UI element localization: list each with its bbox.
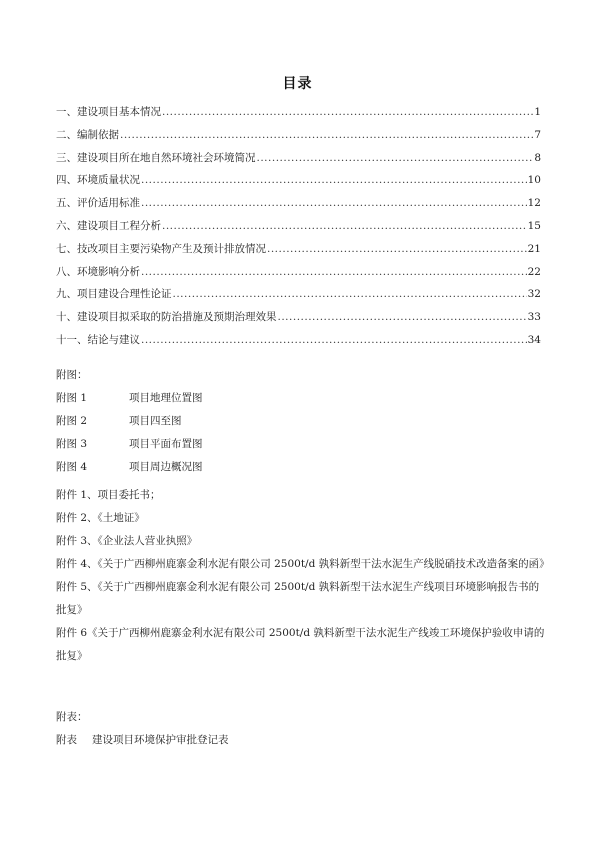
toc-entry-page: 12 bbox=[527, 197, 541, 210]
table-name: 建设项目环境保护审批登记表 bbox=[92, 734, 229, 746]
toc-entry[interactable] bbox=[56, 172, 541, 195]
toc-entry-page: 1 bbox=[534, 106, 541, 118]
page-title: 目录 bbox=[282, 76, 313, 92]
toc-entry[interactable] bbox=[56, 241, 541, 264]
table-item bbox=[56, 729, 546, 752]
toc-entry[interactable] bbox=[56, 195, 541, 218]
toc-entry-label: 九、项目建设合理性论证 bbox=[56, 288, 172, 301]
toc-entry-page: 7 bbox=[534, 128, 541, 141]
toc-entry-page: 10 bbox=[527, 174, 541, 187]
figure-item bbox=[56, 433, 546, 456]
toc-entry[interactable] bbox=[56, 127, 541, 150]
toc-dot-leader bbox=[141, 334, 527, 346]
figure-name: 项目地理位置图 bbox=[129, 392, 203, 404]
figure-item bbox=[56, 410, 546, 433]
figure-item bbox=[56, 387, 546, 410]
toc-entry-page: 32 bbox=[527, 288, 541, 301]
toc-entry-label: 二、编制依据 bbox=[56, 128, 119, 141]
tables-list bbox=[56, 706, 546, 752]
toc-dot-leader bbox=[141, 266, 527, 278]
tables-heading: 附表： bbox=[56, 711, 88, 723]
toc-entry[interactable] bbox=[56, 309, 541, 332]
attachment-item: 附件 5、《关于广西柳州鹿寨金利水泥有限公司 2500t/d 孰料新型干法水泥生产线项目环境影响报告书的批复》 bbox=[56, 581, 540, 616]
toc-entry-label: 四、环境质量状况 bbox=[56, 174, 140, 187]
figure-number: 附图 4 bbox=[56, 461, 88, 473]
attachment-item: 附件 6《关于广西柳州鹿寨金利水泥有限公司 2500t/d 孰料新型干法水泥生产线竣工环境保护验收申请的批复》 bbox=[56, 627, 545, 662]
toc-entry[interactable] bbox=[56, 150, 541, 173]
figure-number: 附图 2 bbox=[56, 415, 88, 427]
toc-entry-page: 21 bbox=[527, 242, 541, 255]
toc-entry-label: 一、建设项目基本情况 bbox=[56, 106, 161, 118]
toc-dot-leader bbox=[162, 220, 527, 232]
toc-entry-page: 15 bbox=[527, 219, 541, 232]
attachment-item: 附件 2、《土地证》 bbox=[56, 512, 145, 524]
figure-name: 项目周边概况图 bbox=[129, 461, 203, 473]
toc-dot-leader bbox=[173, 288, 527, 300]
toc-entry-label: 三、建设项目所在地自然环境社会环境简况 bbox=[56, 151, 256, 164]
figures-list bbox=[56, 364, 546, 479]
toc-entry-label: 八、环境影响分析 bbox=[56, 265, 140, 278]
toc-dot-leader bbox=[267, 243, 527, 255]
toc-entry[interactable] bbox=[56, 332, 541, 355]
toc-dot-leader bbox=[141, 174, 527, 186]
attachment-item: 附件 4、《关于广西柳州鹿寨金利水泥有限公司 2500t/d 孰料新型干法水泥生产线脱硝技术改造备案的函》 bbox=[56, 558, 550, 570]
toc-dot-leader bbox=[162, 106, 533, 118]
figure-number: 附图 1 bbox=[56, 392, 88, 404]
toc-entry-label: 七、技改项目主要污染物产生及预计排放情况 bbox=[56, 242, 266, 255]
toc-entry-page: 22 bbox=[527, 265, 541, 278]
toc-entry-page: 34 bbox=[527, 333, 541, 346]
figure-name: 项目平面布置图 bbox=[129, 438, 203, 450]
table-of-contents bbox=[56, 104, 541, 355]
toc-entry-page: 33 bbox=[527, 311, 541, 324]
toc-entry[interactable] bbox=[56, 218, 541, 241]
attachments-list bbox=[56, 484, 550, 668]
toc-entry-label: 十一、结论与建议 bbox=[56, 333, 140, 346]
toc-dot-leader bbox=[141, 197, 527, 209]
attachment-item: 附件 3、《企业法人营业执照》 bbox=[56, 535, 198, 547]
attachment-item: 附件 1、项目委托书； bbox=[56, 489, 161, 501]
toc-entry-label: 六、建设项目工程分析 bbox=[56, 219, 161, 232]
figure-name: 项目四至图 bbox=[129, 415, 182, 427]
figure-number: 附图 3 bbox=[56, 438, 88, 450]
toc-dot-leader bbox=[120, 129, 533, 141]
toc-entry[interactable] bbox=[56, 286, 541, 309]
figure-item bbox=[56, 456, 546, 479]
toc-entry-label: 五、评价适用标准 bbox=[56, 197, 140, 210]
toc-dot-leader bbox=[257, 152, 534, 164]
toc-entry-label: 十、建设项目拟采取的防治措施及预期治理效果 bbox=[56, 311, 277, 324]
toc-entry[interactable] bbox=[56, 264, 541, 287]
figures-heading: 附图： bbox=[56, 369, 88, 381]
table-label: 附表 bbox=[56, 734, 77, 746]
toc-entry[interactable] bbox=[56, 104, 541, 127]
toc-dot-leader bbox=[278, 311, 527, 323]
toc-entry-page: 8 bbox=[534, 151, 541, 164]
